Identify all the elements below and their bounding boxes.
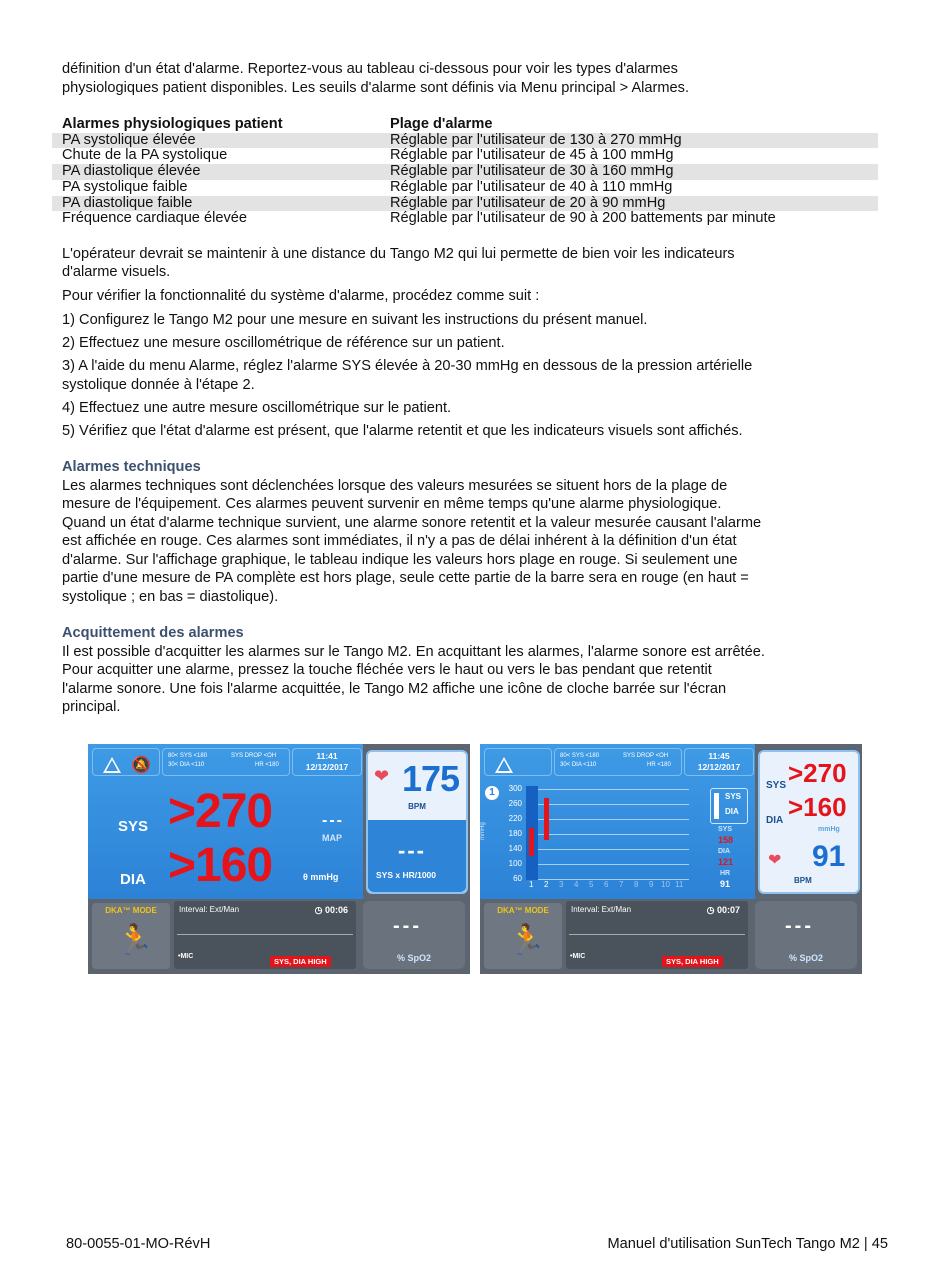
tech-line: partie d'une mesure de PA complète est hors plage, seule cette partie de la barre sera en rouge (en haut = bbox=[62, 570, 749, 587]
alarm-limits-box bbox=[162, 748, 290, 776]
sys-hr-panel bbox=[368, 820, 466, 892]
table-row bbox=[52, 148, 878, 164]
footer-doc-number: 80-0055-01-MO-RévH bbox=[66, 1236, 211, 1252]
page-content bbox=[62, 60, 888, 717]
limit-text: 30< DIA <110 bbox=[168, 762, 205, 768]
device-screenshots bbox=[88, 744, 862, 974]
footer-manual-title: Manuel d'utilisation SunTech Tango M2 | 45 bbox=[607, 1236, 888, 1252]
sys-value: >270 bbox=[168, 785, 273, 838]
unit-text: mmHg bbox=[310, 872, 339, 882]
y-tick: 60 bbox=[513, 874, 522, 883]
limit-text: SYS DROP <OH bbox=[231, 753, 277, 759]
step-item: 3) A l'aide du menu Alarme, réglez l'alarme SYS élevée à 20-30 mmHg en dessous de la pression artérielle bbox=[62, 358, 753, 375]
interval-panel bbox=[566, 901, 748, 969]
step-list bbox=[62, 311, 888, 440]
tech-line: est affichée en rouge. Ces alarmes sont immédiates, il n'y a pas de délai inhérent à la définition d'un état bbox=[62, 533, 737, 550]
header-cell: Alarmes physiologiques patient bbox=[62, 116, 283, 132]
unit-label: mmHg bbox=[818, 826, 840, 833]
interval-label: Interval: Ext/Man bbox=[571, 905, 632, 914]
tech-line: mesure de l'équipement. Ces alarmes peuvent survenir en même temps qu'une alarme physiologique. bbox=[62, 496, 722, 513]
hr-value: 91 bbox=[812, 840, 846, 873]
table-row bbox=[52, 133, 878, 149]
status-bar bbox=[88, 744, 363, 777]
timer: ◷ 00:06 bbox=[314, 905, 348, 915]
grid-line bbox=[526, 849, 689, 850]
grid-line bbox=[526, 789, 689, 790]
clock-box bbox=[684, 748, 754, 776]
alarm-message-badge: SYS, DIA HIGH bbox=[270, 956, 331, 967]
heart-icon: ❤ bbox=[768, 852, 782, 869]
mode-button[interactable] bbox=[484, 903, 562, 969]
divider bbox=[569, 934, 745, 935]
interval-panel bbox=[174, 901, 356, 969]
y-tick: 220 bbox=[508, 814, 522, 823]
device-screen-numeric bbox=[88, 744, 470, 974]
interval-label: Interval: Ext/Man bbox=[179, 905, 240, 914]
table-cell: PA diastolique élevée bbox=[52, 164, 380, 180]
bpm-label: BPM bbox=[408, 802, 426, 811]
y-tick: 180 bbox=[508, 829, 522, 838]
clock-date: 12/12/2017 bbox=[697, 762, 741, 772]
x-tick: 4 bbox=[574, 880, 579, 889]
pressure-unit: θ mmHg bbox=[303, 872, 339, 882]
x-tick: 6 bbox=[604, 880, 609, 889]
spo2-label: % SpO2 bbox=[396, 953, 431, 963]
step-item: 4) Effectuez une autre mesure oscillométrique sur le patient. bbox=[62, 399, 452, 416]
grid-line bbox=[526, 834, 689, 835]
clock-box bbox=[292, 748, 362, 776]
header-cell: Plage d'alarme bbox=[390, 116, 493, 132]
ack-line: Pour acquitter une alarme, pressez la touche fléchée vers le haut ou vers le bas pendant que retentit bbox=[62, 662, 712, 679]
ack-paragraph bbox=[62, 643, 888, 717]
table-header bbox=[52, 117, 878, 133]
axis-unit-label: mmHg bbox=[480, 822, 486, 840]
running-person-icon: 🏃 bbox=[116, 924, 154, 957]
table-row bbox=[52, 196, 878, 212]
grid-line bbox=[526, 864, 689, 865]
alarm-warning-icon bbox=[103, 757, 121, 773]
x-tick: 3 bbox=[559, 880, 564, 889]
bottom-bar bbox=[480, 899, 862, 974]
section-heading-ack: Acquittement des alarmes bbox=[62, 625, 244, 642]
step-item: systolique donnée à l'étape 2. bbox=[62, 376, 255, 393]
intro-paragraph bbox=[62, 60, 888, 97]
clock-date: 12/12/2017 bbox=[305, 762, 349, 772]
limit-text: 80< SYS <180 bbox=[168, 753, 208, 759]
readout-dia-value: 121 bbox=[718, 857, 734, 867]
x-tick: 11 bbox=[675, 880, 684, 889]
dia-value: >160 bbox=[788, 792, 847, 822]
ack-line: l'alarme sonore. Une fois l'alarme acquittée, le Tango M2 affiche une icône de cloche barrée sur l'écran bbox=[62, 680, 727, 697]
limit-text: HR <180 bbox=[647, 762, 671, 768]
bpm-label: BPM bbox=[794, 876, 812, 885]
timer-value: 00:07 bbox=[716, 905, 740, 915]
ack-line: principal. bbox=[62, 699, 121, 716]
readout-dia-label: DIA bbox=[718, 848, 731, 855]
x-tick: 9 bbox=[649, 880, 654, 889]
running-person-icon: 🏃 bbox=[508, 924, 546, 957]
table-cell: Réglable par l'utilisateur de 20 à 90 mmHg bbox=[380, 196, 878, 212]
y-tick: 140 bbox=[508, 844, 522, 853]
clock-time: 11:41 bbox=[316, 751, 338, 761]
graph-legend bbox=[710, 788, 748, 824]
bar-measurement-1 bbox=[529, 828, 534, 856]
bp-hr-card bbox=[758, 750, 860, 894]
table-row bbox=[52, 180, 878, 196]
table-cell: PA systolique élevée bbox=[52, 133, 380, 149]
bottom-bar bbox=[88, 899, 470, 974]
alarm-message-badge: SYS, DIA HIGH bbox=[662, 956, 723, 967]
dia-value: >160 bbox=[168, 839, 273, 892]
y-tick: 300 bbox=[508, 784, 522, 793]
operator-paragraph bbox=[62, 245, 888, 306]
spo2-panel bbox=[755, 901, 857, 969]
alarm-status-box bbox=[484, 748, 552, 776]
readout-sys-label: SYS bbox=[718, 826, 733, 833]
mic-label: •MIC bbox=[570, 953, 586, 960]
x-tick: 10 bbox=[661, 880, 670, 889]
legend-dia: DIA bbox=[725, 807, 739, 816]
table-cell: Réglable par l'utilisateur de 90 à 200 battements par minute bbox=[390, 210, 776, 227]
spo2-value: --- bbox=[393, 915, 422, 937]
tech-line: Les alarmes techniques sont déclenchées lorsque des valeurs mesurées se situent hors de la plage de bbox=[62, 477, 728, 494]
sys-hr-value: --- bbox=[398, 838, 426, 863]
limit-text: HR <180 bbox=[255, 762, 279, 768]
table-cell: PA systolique faible bbox=[62, 178, 188, 195]
sys-label: SYS bbox=[766, 780, 787, 791]
alarm-limits-box bbox=[554, 748, 682, 776]
legend-sys: SYS bbox=[725, 792, 742, 801]
section-heading-tech: Alarmes techniques bbox=[62, 459, 201, 476]
sys-hr-label: SYS x HR/1000 bbox=[376, 870, 437, 880]
x-tick: 5 bbox=[589, 880, 594, 889]
step-item: 1) Configurez le Tango M2 pour une mesure en suivant les instructions du présent manuel. bbox=[62, 312, 648, 329]
readout-sys-value: 158 bbox=[718, 835, 734, 845]
spo2-panel bbox=[363, 901, 465, 969]
status-bar bbox=[480, 744, 755, 777]
map-value: --- bbox=[322, 812, 344, 829]
limit-text: 30< DIA <110 bbox=[560, 762, 597, 768]
spo2-value: --- bbox=[785, 915, 814, 937]
verify-line: Pour vérifier la fonctionnalité du système d'alarme, procédez comme suit : bbox=[62, 287, 540, 304]
divider bbox=[177, 934, 353, 935]
dia-label: DIA bbox=[766, 815, 784, 826]
table-cell: Réglable par l'utilisateur de 130 à 270 mmHg bbox=[380, 133, 878, 149]
ack-line: Il est possible d'acquitter les alarmes sur le Tango M2. En acquittant les alarmes, l'alarme sonore est arrêtée. bbox=[62, 643, 765, 660]
mic-label: •MIC bbox=[178, 953, 194, 960]
intro-line: physiologiques patient disponibles. Les seuils d'alarme sont définis via Menu principal > Alarmes. bbox=[62, 79, 690, 96]
limit-text: SYS DROP <OH bbox=[623, 753, 669, 759]
spo2-label: % SpO2 bbox=[788, 953, 823, 963]
timer: ◷ 00:07 bbox=[706, 905, 740, 915]
table-cell: Réglable par l'utilisateur de 40 à 110 mmHg bbox=[390, 178, 673, 195]
step-item: 5) Vérifiez que l'état d'alarme est présent, que l'alarme retentit et que les indicateurs visuels sont affichés. bbox=[62, 422, 743, 439]
map-label: MAP bbox=[322, 833, 342, 843]
mode-label: DKA™ MODE bbox=[497, 906, 549, 915]
table-cell: Fréquence cardiaque élevée bbox=[62, 210, 247, 227]
x-tick: 7 bbox=[619, 880, 624, 889]
sys-label: SYS bbox=[118, 818, 149, 835]
y-tick: 260 bbox=[508, 799, 522, 808]
tech-paragraph bbox=[62, 477, 888, 607]
limit-text: 80< SYS <180 bbox=[560, 753, 600, 759]
timer-value: 00:06 bbox=[324, 905, 348, 915]
bell-muted-icon: 🔕 bbox=[131, 757, 151, 774]
y-tick: 100 bbox=[508, 859, 522, 868]
tech-line: d'alarme. Sur l'affichage graphique, le tableau indique les valeurs hors plage en rouge. Si seulement une bbox=[62, 551, 738, 568]
mode-button[interactable] bbox=[92, 903, 170, 969]
table-row bbox=[52, 164, 878, 180]
readout-hr-value: 91 bbox=[720, 879, 731, 889]
operator-line: d'alarme visuels. bbox=[62, 264, 171, 281]
legend-bar bbox=[714, 793, 719, 819]
bar-measurement-2 bbox=[544, 798, 549, 840]
table-row bbox=[52, 211, 878, 227]
grid-line bbox=[526, 819, 689, 820]
readout-hr-label: HR bbox=[720, 870, 731, 877]
heart-icon: ❤ bbox=[374, 766, 390, 786]
alarm-status-box bbox=[92, 748, 160, 776]
table-cell: Réglable par l'utilisateur de 30 à 160 mmHg bbox=[380, 164, 878, 180]
step-1-icon: 1 bbox=[485, 786, 499, 800]
step-item: 2) Effectuez une mesure oscillométrique de référence sur un patient. bbox=[62, 335, 505, 352]
tech-line: systolique ; en bas = diastolique). bbox=[62, 588, 279, 605]
intro-line: définition d'un état d'alarme. Reportez-vous au tableau ci-dessous pour voir les types d'alarmes bbox=[62, 61, 678, 77]
grid-line bbox=[526, 804, 689, 805]
tech-line: Quand un état d'alarme technique survient, une alarme sonore retentit et la valeur mesurée causant l'alarme bbox=[62, 514, 762, 531]
clock-time: 11:45 bbox=[708, 751, 730, 761]
main-display bbox=[88, 744, 363, 899]
table-cell: PA diastolique faible bbox=[52, 196, 380, 212]
table-cell: Chute de la PA systolique bbox=[62, 147, 228, 164]
device-screen-graph bbox=[480, 744, 862, 974]
sys-value: >270 bbox=[788, 758, 847, 788]
mode-label: DKA™ MODE bbox=[105, 906, 157, 915]
alarm-warning-icon bbox=[495, 757, 513, 773]
alarm-table bbox=[52, 117, 878, 227]
main-display bbox=[480, 744, 755, 899]
hr-value: 175 bbox=[402, 758, 460, 799]
table-cell: Réglable par l'utilisateur de 45 à 100 mmHg bbox=[390, 147, 674, 164]
x-tick: 1 bbox=[529, 880, 534, 889]
hr-card bbox=[366, 750, 468, 894]
x-tick: 2 bbox=[544, 880, 549, 889]
x-tick: 8 bbox=[634, 880, 639, 889]
operator-line: L'opérateur devrait se maintenir à une distance du Tango M2 qui lui permette de bien voir les indicateurs bbox=[62, 245, 735, 262]
dia-label: DIA bbox=[120, 871, 146, 888]
